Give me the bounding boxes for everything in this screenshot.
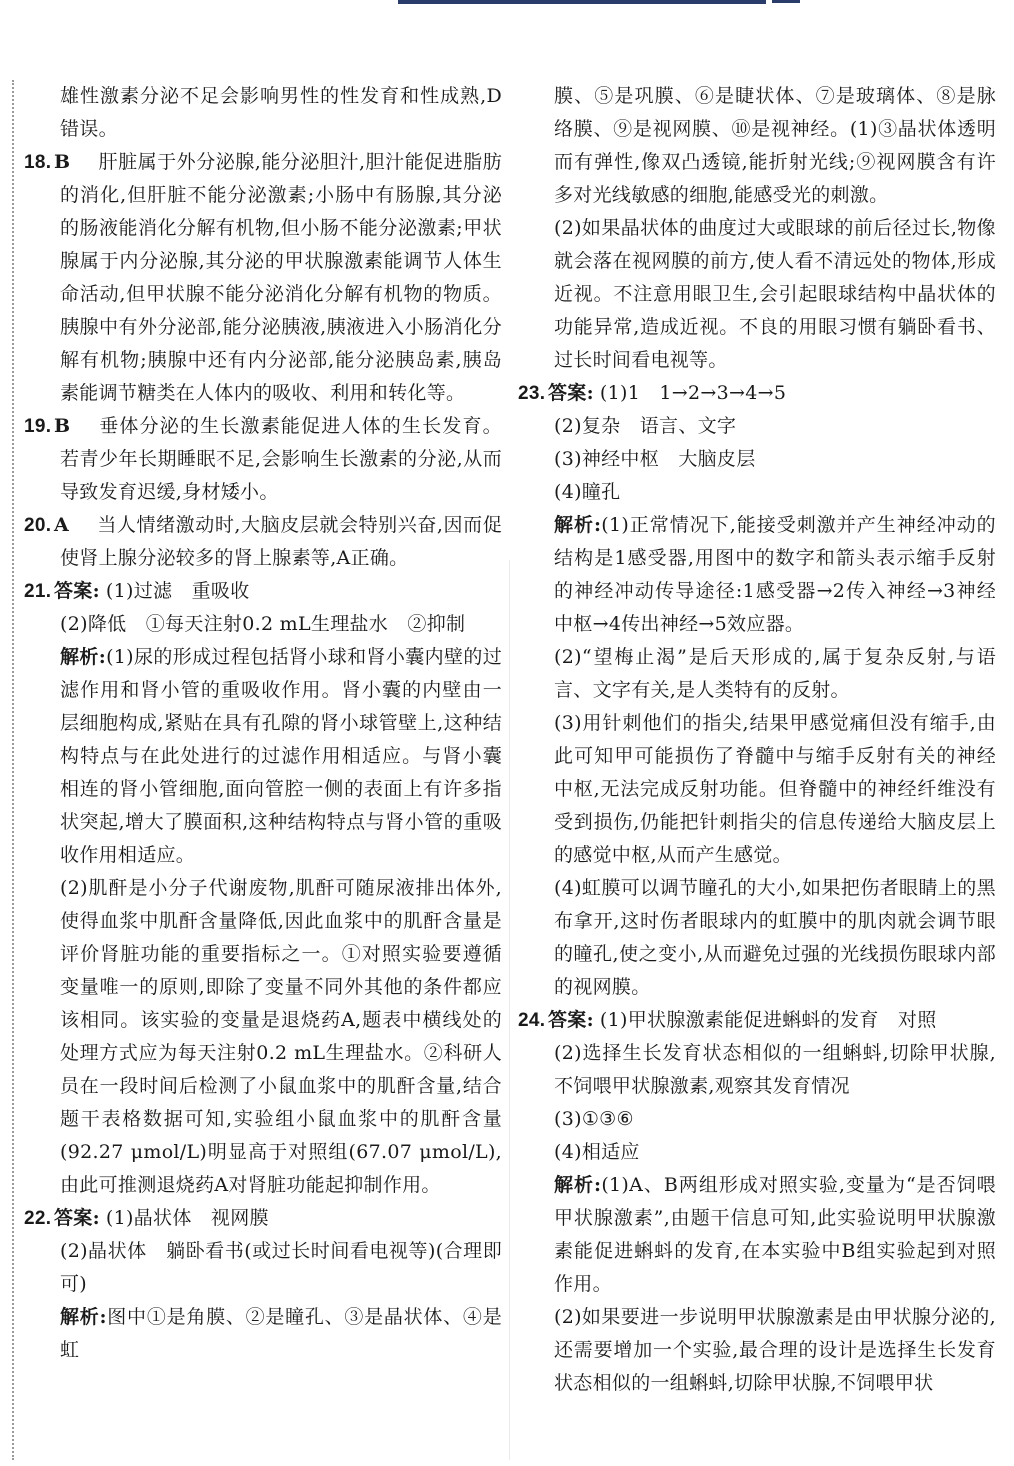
paragraph-continued: 雄性激素分泌不足会影响男性的性发育和性成熟,D错误。 — [60, 85, 502, 140]
analysis-paragraph: (2)肌酐是小分子代谢废物,肌酐可随尿液排出体外,使得血浆中肌酐含量降低,因此血浆中的肌酐含量是评价肾脏功能的重要指标之一。①对照实验要遵循变量唯一的原则,即除了变量不同外其他的条件都应该相同。该实验的变量是退烧药A,题表中横线处的处理方式应为每天注射0.2 mL生理盐水。②科研人员在一段时间后检测了小鼠血浆中的肌酐含量,结合题干表格数据可知,实验组小鼠血浆中的肌酐含量(92.27 μmol/L)明显高于对照组(67.07 μmol/L),由此可推测退烧药A对肾脏功能起抑制作用。 — [60, 877, 502, 1196]
answer-part: (3)神经中枢 大脑皮层 — [554, 448, 756, 470]
question-18 — [24, 146, 502, 410]
answer-choice: B — [54, 415, 71, 437]
question-explanation: 当人情绪激动时,大脑皮层就会特别兴奋,因而促使肾上腺分泌较多的肾上腺素等,A正确。 — [60, 514, 502, 569]
answer-label: 答案: — [54, 580, 100, 602]
analysis-paragraph: (2)如果晶状体的曲度过大或眼球的前后径过长,物像就会落在视网膜的前方,使人看不清远处的物体,形成近视。不注意用眼卫生,会引起眼球结构中晶状体的功能异常,造成近视。不良的用眼习惯有躺卧看书、过长时间看电视等。 — [554, 217, 996, 371]
answer-label: 答案: — [548, 382, 594, 404]
answer-label: 答案: — [54, 1207, 100, 1229]
question-number: 20. — [24, 515, 52, 536]
question-number: 18. — [24, 152, 52, 173]
answer-part: (4)相适应 — [554, 1141, 640, 1163]
analysis-label: 解析: — [60, 1306, 107, 1328]
answer-part: (3)①③⑥ — [554, 1108, 634, 1130]
answer-part: (2)晶状体 躺卧看书(或过长时间看电视等)(合理即可) — [60, 1240, 502, 1295]
right-column — [518, 80, 996, 1400]
analysis-paragraph: 解析:(1)尿的形成过程包括肾小球和肾小囊内壁的过滤作用和肾小管的重吸收作用。肾小囊的内壁由一层细胞构成,紧贴在具有孔隙的肾小球管壁上,这种结构特点与在此处进行的过滤作用相适应。与肾小囊相连的肾小管细胞,面向管腔一侧的表面上有许多指状突起,增大了膜面积,这种结构特点与肾小管的重吸收作用相适应。 — [60, 646, 503, 866]
answer-text: (1)晶状体 视网膜 — [105, 1207, 269, 1229]
left-column — [24, 80, 502, 1367]
question-explanation: 肝脏属于外分泌腺,能分泌胆汁,胆汁能促进脂肪的消化,但肝脏不能分泌激素;小肠中有肠腺,其分泌的肠液能消化分解有机物,但小肠不能分泌激素;甲状腺属于内分泌腺,其分泌的甲状腺激素能调节人体生命活动,但甲状腺不能分泌消化分解有机物的物质。胰腺中有外分泌部,能分泌胰液,胰液进入小肠消化分解有机物;胰腺中还有内分泌部,能分泌胰岛素,胰岛素能调节糖类在人体内的吸收、利用和转化等。 — [60, 151, 502, 404]
answer-choice: B — [54, 151, 71, 173]
analysis-label: 解析: — [554, 514, 602, 536]
analysis-paragraph: 解析:(1)A、B两组形成对照实验,变量为“是否饲喂甲状腺激素”,由题干信息可知,此实验说明甲状腺激素能促进蝌蚪的发育,在本实验中B组实验起到对照作用。 — [554, 1174, 996, 1295]
question-number: 24. — [518, 1010, 546, 1031]
answer-label: 答案: — [548, 1009, 594, 1031]
question-number: 19. — [24, 416, 52, 437]
question-22 — [24, 1202, 502, 1235]
analysis-paragraph: (3)用针刺他们的指尖,结果甲感觉痛但没有缩手,由此可知甲可能损伤了脊髓中与缩手反射有关的神经中枢,无法完成反射功能。但脊髓中的神经纤维没有受到损伤,仍能把针刺指尖的信息传递给大脑皮层上的感觉中枢,从而产生感觉。 — [554, 712, 996, 866]
answer-part: (2)复杂 语言、文字 — [554, 415, 737, 437]
answer-choice: A — [54, 514, 70, 536]
answer-part: (4)瞳孔 — [554, 481, 621, 503]
analysis-paragraph: (2)如果要进一步说明甲状腺激素是由甲状腺分泌的,还需要增加一个实验,最合理的设计是选择生长发育状态相似的一组蝌蚪,切除甲状腺,不饲喂甲状 — [554, 1306, 996, 1394]
answer-text: (1)甲状腺激素能促进蝌蚪的发育 对照 — [599, 1009, 937, 1031]
binding-margin-dots — [12, 80, 16, 1460]
question-24 — [518, 1004, 996, 1037]
top-decoration-bar — [398, 0, 766, 4]
answer-text: (1)1 1→2→3→4→5 — [599, 382, 787, 404]
question-number: 21. — [24, 581, 52, 602]
analysis-paragraph: (2)“望梅止渴”是后天形成的,属于复杂反射,与语言、文字有关,是人类特有的反射。 — [554, 646, 996, 701]
question-explanation: 垂体分泌的生长激素能促进人体的生长发育。若青少年长期睡眠不足,会影响生长激素的分泌,从而导致发育迟缓,身材矮小。 — [60, 415, 502, 503]
question-number: 23. — [518, 383, 546, 404]
top-decoration-bar-small — [772, 0, 800, 3]
analysis-label: 解析: — [554, 1174, 602, 1196]
analysis-paragraph: 解析:图中①是角膜、②是瞳孔、③是晶状体、④是虹 — [60, 1306, 502, 1361]
analysis-label: 解析: — [60, 646, 107, 668]
answer-part: (2)降低 ①每天注射0.2 mL生理盐水 ②抑制 — [60, 613, 466, 635]
answer-part: (2)选择生长发育状态相似的一组蝌蚪,切除甲状腺,不饲喂甲状腺激素,观察其发育情况 — [554, 1042, 996, 1097]
question-number: 22. — [24, 1208, 52, 1229]
analysis-paragraph: 膜、⑤是巩膜、⑥是睫状体、⑦是玻璃体、⑧是脉络膜、⑨是视网膜、⑩是视神经。(1)③晶状体透明而有弹性,像双凸透镜,能折射光线;⑨视网膜含有许多对光线敏感的细胞,能感受光的刺激。 — [554, 85, 996, 206]
answer-text: (1)过滤 重吸收 — [105, 580, 250, 602]
question-23 — [518, 377, 996, 410]
question-21 — [24, 575, 502, 608]
analysis-paragraph: 解析:(1)正常情况下,能接受刺激并产生神经冲动的结构是1感受器,用图中的数字和箭头表示缩手反射的神经冲动传导途径:1感受器→2传入神经→3神经中枢→4传出神经→5效应器。 — [554, 514, 996, 635]
question-20 — [24, 509, 502, 575]
analysis-paragraph: (4)虹膜可以调节瞳孔的大小,如果把伤者眼睛上的黑布拿开,这时伤者眼球内的虹膜中的肌肉就会调节眼的瞳孔,使之变小,从而避免过强的光线损伤眼球内部的视网膜。 — [554, 877, 996, 998]
question-19 — [24, 410, 502, 509]
column-divider — [509, 560, 510, 1460]
